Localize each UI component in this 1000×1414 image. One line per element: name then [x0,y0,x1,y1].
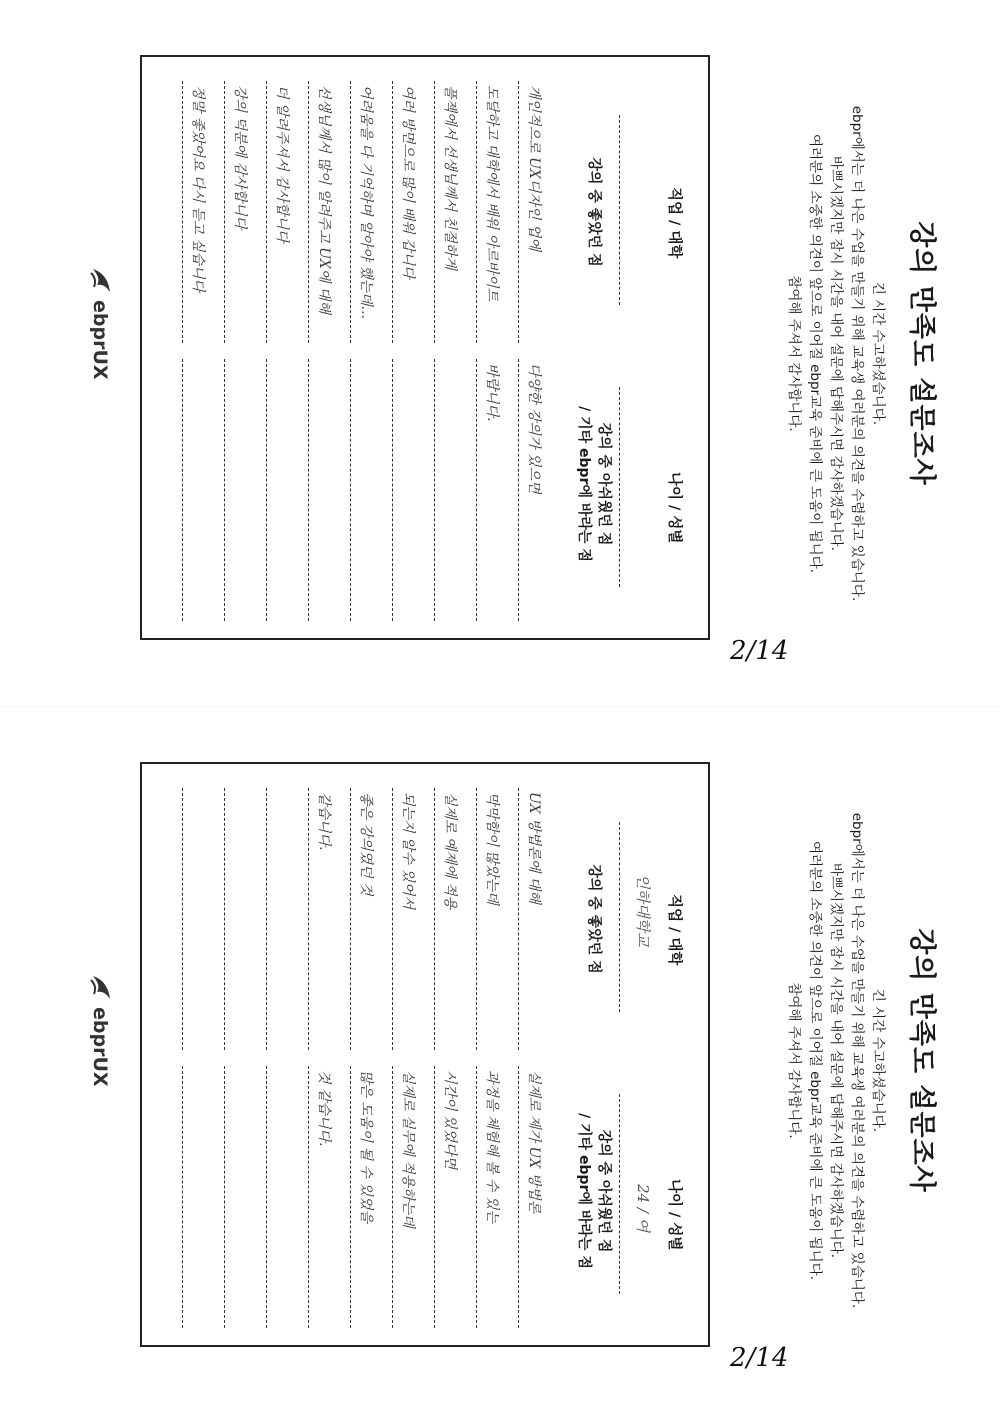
answer-line [476,1066,518,1328]
improvements-heading [574,359,614,609]
handwritten-text: 더 알려주셔서 감사합니다 [274,85,290,243]
intro-line: 참여해 주셔서 감사합니다. [786,982,802,1139]
answer-line [476,359,518,621]
answer-line [392,359,434,621]
survey-title: 강의 만족도 설문조사 [906,928,937,1193]
answer-line [266,788,308,1050]
improvements-answer[interactable] [182,359,560,621]
handwritten-text: 실제로 실무에 적용하는데 [400,1070,416,1228]
answer-line [392,1066,434,1328]
improvements-answer[interactable] [182,1066,560,1328]
answer-line [182,788,224,1050]
handwritten-text: 같습니다. [316,792,332,851]
answer-line [434,359,476,621]
answer-line [350,788,392,1050]
divider [619,1094,620,1294]
intro-line: 여러분의 소중한 의견이 앞으로 이어질 ebpr교육 준비에 큰 도움이 됩니다. [807,840,823,1281]
ebprux-logo [80,972,120,1087]
page-number: 2/14 [730,1343,789,1373]
answer-line [266,359,308,621]
answer-line [518,788,560,1050]
handwritten-text: 정말 좋았어요 다시 듣고 싶습니다 [190,85,206,293]
answer-line [224,1066,266,1328]
handwritten-text: 선생님께서 많이 알려주고 UX에 대해 [316,85,332,314]
improvements-heading-line: / 기타 ebpr에 바라는 점 [576,406,592,562]
handwritten-text: 플젝에서 선생님께서 친절하게 [442,85,458,270]
answer-line [266,1066,308,1328]
handwritten-text: 개인적으로 UX디자인 업에 [526,85,542,251]
answer-line [434,81,476,343]
handwritten-text: 것 같습니다. [316,1070,332,1147]
handwritten-text: 바랍니다. [484,363,500,422]
intro-line: 여러분의 소중한 의견이 앞으로 이어질 ebpr교육 준비에 큰 도움이 됩니다. [807,133,823,574]
bird-logo-icon [85,265,115,295]
handwritten-text: 과정을 체험해 볼 수 있는 [484,1070,500,1224]
age-gender-label: 나이 / 성별 [666,472,682,544]
good-points-answer[interactable] [182,788,560,1050]
survey-form-2 [0,707,1000,1414]
answer-line [308,1066,350,1328]
handwritten-text: 시간이 있었다면 [442,1070,458,1170]
logo-text: ebprUX [89,1007,111,1087]
answer-line [434,788,476,1050]
handwritten-text: 다양한 강의가 있으면 [526,363,542,494]
bird-logo-icon [85,972,115,1002]
answer-line [182,81,224,343]
job-field[interactable]: 인하대학교 [634,874,652,947]
intro-line: 긴 시간 수고하셨습니다. [870,988,886,1133]
answer-line [518,81,560,343]
intro-text [783,747,888,1374]
answer-line [308,788,350,1050]
handwritten-text: 도달하고 대학에서 배워 아르바이트 [484,85,500,302]
divider [619,822,620,1012]
answer-line [350,359,392,621]
answer-line [224,359,266,621]
answer-line [350,81,392,343]
handwritten-text: UX 방법론에 대해 [526,792,542,904]
improvements-heading-line: 강의 중 아쉬웠던 점 [596,422,612,546]
survey-box [140,762,710,1347]
age-gender-label: 나이 / 성별 [666,1179,682,1251]
improvements-heading [574,1066,614,1316]
answer-line [434,1066,476,1328]
intro-text [783,40,888,667]
handwritten-text: 어려움을 다 기억하며 알아야 했는데... [358,85,374,320]
good-points-heading: 강의 중 좋았던 점 [586,157,602,267]
survey-box [140,55,710,640]
answer-line [392,788,434,1050]
intro-line: 바쁘시겠지만 잠시 시간을 내어 설문에 답해주시면 감사하겠습니다. [828,155,844,552]
page-number: 2/14 [730,636,789,666]
good-points-heading: 강의 중 좋았던 점 [586,864,602,974]
job-label: 직업 / 대학 [666,894,682,966]
handwritten-text: 여러 방면으로 많이 배워 갑니다 [400,85,416,279]
improvements-heading-line: / 기타 ebpr에 바라는 점 [576,1113,592,1269]
logo-text: ebprUX [89,300,111,380]
improvements-heading-line: 강의 중 아쉬웠던 점 [596,1129,612,1253]
answer-line [224,81,266,343]
ebprux-logo [80,265,120,380]
intro-line: 긴 시간 수고하셨습니다. [870,281,886,426]
intro-line: 참여해 주셔서 감사합니다. [786,275,802,432]
divider [619,115,620,305]
answer-line [266,81,308,343]
job-label: 직업 / 대학 [666,187,682,259]
answer-line [182,1066,224,1328]
survey-title: 강의 만족도 설문조사 [906,221,937,486]
handwritten-text: 실제로 예제에 적용 [442,792,458,910]
intro-line: ebpr에서는 더 나은 수업을 만들기 위해 교육생 여러분의 의견을 수렴하고 있습니다. [849,105,865,602]
answer-line [182,359,224,621]
handwritten-text: 막막함이 많았는데 [484,792,500,905]
answer-line [308,81,350,343]
answer-line [518,359,560,621]
answer-line [518,1066,560,1328]
answer-line [476,81,518,343]
handwritten-text: 강의 덕분에 감사합니다 [232,85,248,230]
divider [619,387,620,587]
answer-line [308,359,350,621]
answer-line [392,81,434,343]
age-gender-field[interactable]: 24 / 여 [634,1184,652,1233]
handwritten-text: 많은 도움이 될 수 있었을 [358,1070,374,1224]
answer-line [476,788,518,1050]
answer-line [224,788,266,1050]
handwritten-text: 좋은 강의였던 것 [358,792,374,896]
handwritten-text: 되는지 알수 있어서 [400,792,416,910]
answer-line [350,1066,392,1328]
intro-line: 바쁘시겠지만 잠시 시간을 내어 설문에 답해주시면 감사하겠습니다. [828,862,844,1259]
intro-line: ebpr에서는 더 나은 수업을 만들기 위해 교육생 여러분의 의견을 수렴하고 있습니다. [849,812,865,1309]
good-points-answer[interactable] [182,81,560,343]
handwritten-text: 실제로 제가 UX 방법론 [526,1070,542,1214]
